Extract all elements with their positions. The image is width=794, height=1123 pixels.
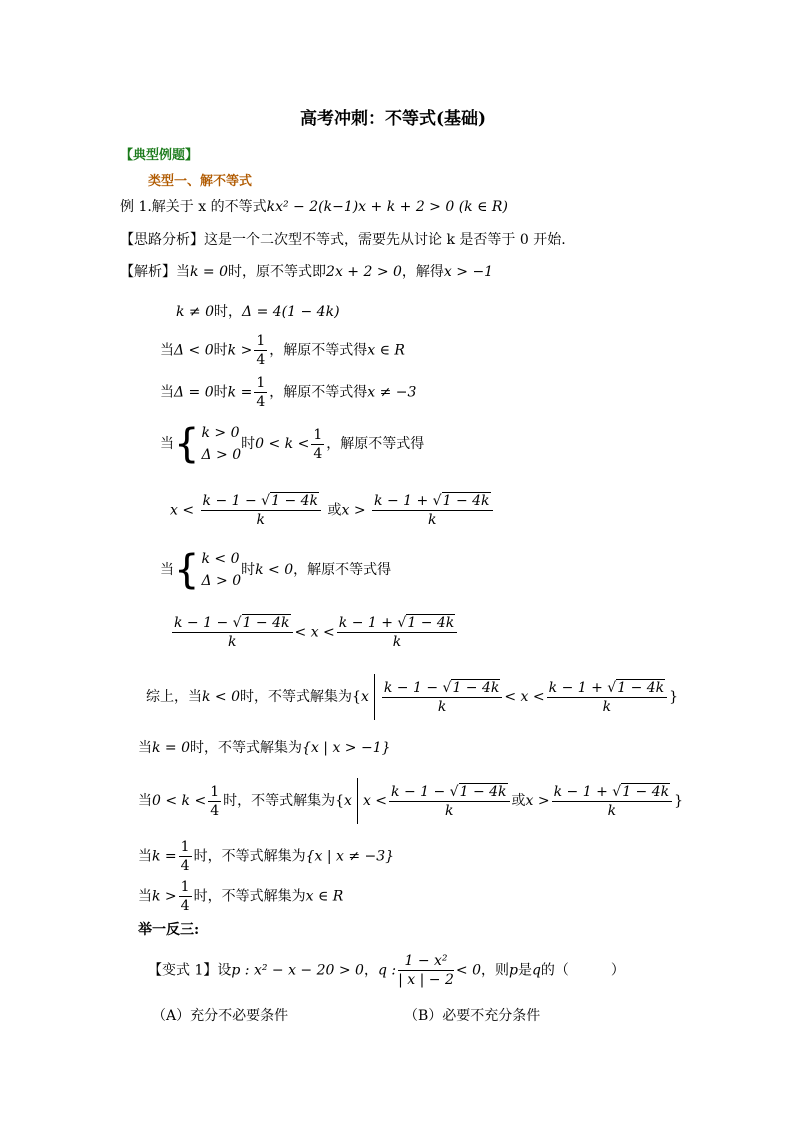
text: { <box>352 689 361 705</box>
numerator: 1 <box>210 783 220 800</box>
text: 时 <box>213 342 228 359</box>
text: 的（ ） <box>540 962 625 979</box>
left-brace-icon: { <box>174 547 200 593</box>
math: x ∈ R <box>367 342 405 359</box>
text: ，解原不等式得 <box>326 436 425 452</box>
text: } <box>669 689 679 705</box>
numerator: 1 <box>180 839 190 855</box>
math: q <box>531 962 541 979</box>
text: 时，原不等式即 <box>228 264 327 280</box>
summary-line-5 <box>138 878 343 915</box>
case-conditions <box>201 422 241 466</box>
math: < x < <box>294 624 335 641</box>
fraction <box>398 952 454 989</box>
set-divider <box>357 778 358 824</box>
solution-line-3 <box>160 332 405 369</box>
text: 是 <box>517 962 532 979</box>
section-heading: 【典型例题】 <box>120 148 199 163</box>
denominator: k <box>256 512 266 528</box>
math: Δ < 0 <box>174 342 214 359</box>
math: < 0 <box>455 962 481 979</box>
math: p : x² − x − 20 > 0 <box>231 962 364 979</box>
numerator-text: k − 1 − <box>383 679 439 696</box>
text: 时，不等式解集为 <box>190 740 303 756</box>
fraction <box>254 332 267 369</box>
radicand: 1 − 4k <box>459 783 507 800</box>
denominator: k <box>228 634 237 650</box>
text: 当 <box>138 740 152 756</box>
numerator: 1 <box>313 426 323 443</box>
text: 时， <box>214 304 243 320</box>
numerator: 1 <box>180 879 190 895</box>
text: { <box>335 793 345 809</box>
text: 时 <box>213 384 228 401</box>
text: 时 <box>241 562 256 578</box>
case-positive-k <box>160 422 424 466</box>
math: < x < <box>504 689 545 705</box>
math: k > <box>227 342 253 359</box>
denominator: 4 <box>256 352 266 368</box>
example-inequality: kx² − 2(k−1)x + k + 2 > 0 (k ∈ R) <box>266 199 508 215</box>
text: ，解原不等式得 <box>293 562 392 578</box>
summary-line-3 <box>138 778 683 824</box>
math: x < <box>362 793 388 809</box>
radicand: 1 − 4k <box>622 783 670 800</box>
denominator: k <box>445 802 454 819</box>
numerator-text: k − 1 − <box>202 493 257 509</box>
numerator: 1 − x² <box>398 952 454 971</box>
denominator: | x | − 2 <box>398 972 454 988</box>
analysis-label: 【思路分析】 <box>120 232 204 248</box>
condition: k < 0 <box>201 551 240 567</box>
text: 当 <box>138 888 152 905</box>
case-conditions <box>201 548 241 592</box>
radicand: 1 − 4k <box>271 493 319 509</box>
fraction: $\frac{k - 1 - √1 - 4k}{k}$ <box>389 783 510 820</box>
denominator: 4 <box>313 445 323 462</box>
condition: k > 0 <box>201 425 240 441</box>
fraction <box>311 426 324 463</box>
math: x > −1 <box>443 264 494 280</box>
numerator-text: k − 1 − <box>174 615 229 631</box>
math: x > <box>525 793 550 809</box>
math: {x | x ≠ −3} <box>305 848 395 865</box>
text: ，则 <box>480 962 509 979</box>
math: 2x + 2 > 0 <box>326 264 402 280</box>
math: x <box>360 689 369 705</box>
numerator-text: k − 1 + <box>338 615 393 631</box>
radicand: 1 − 4k <box>617 679 665 696</box>
condition: Δ > 0 <box>201 447 242 463</box>
math: x <box>344 793 352 809</box>
variant-label: 【变式 1】 <box>148 962 218 979</box>
page-title: 高考冲刺：不等式(基础) <box>300 109 487 129</box>
text: 时，不等式解集为 <box>223 793 336 809</box>
math: Δ = 0 <box>174 384 214 401</box>
numerator: 1 <box>256 333 266 349</box>
math: k ≠ 0 <box>176 304 215 320</box>
math: k = 0 <box>152 740 191 756</box>
math: x ∈ R <box>305 888 344 905</box>
text: } <box>674 793 684 809</box>
text: ，解原不等式得 <box>269 384 368 401</box>
text: ， <box>363 962 378 979</box>
math: 0 < k < <box>152 793 207 809</box>
text: 时，不等式解集为 <box>193 848 306 865</box>
fraction: $\frac{k - 1 - √1 - 4k}{k}$ <box>201 492 322 529</box>
option-b: （B）必要不充分条件 <box>404 1008 541 1024</box>
text: 时 <box>241 436 256 452</box>
math: Δ = 4(1 − 4k) <box>242 304 340 320</box>
fraction: $\frac{k - 1 - √1 - 4k}{k}$ <box>172 614 293 651</box>
fraction: $\frac{k - 1 + √1 - 4k}{k}$ <box>552 783 673 820</box>
denominator: k <box>437 698 447 715</box>
math: {x | x > −1} <box>302 740 391 756</box>
numerator: 1 <box>256 375 266 391</box>
denominator: 4 <box>180 898 190 914</box>
set-divider <box>374 674 375 720</box>
fraction: $\frac{k - 1 + √1 - 4k}{k}$ <box>547 679 668 716</box>
option-a: （A）充分不必要条件 <box>152 1008 289 1024</box>
text: ，解得 <box>401 264 444 280</box>
radicand: 1 − 4k <box>452 679 500 696</box>
fraction: $\frac{k - 1 - √1 - 4k}{k}$ <box>382 679 503 716</box>
text: 综上，当 <box>146 689 202 705</box>
solution-line-2 <box>176 302 340 322</box>
fraction: $\frac{k - 1 + √1 - 4k}{k}$ <box>372 492 493 529</box>
math: k = <box>152 848 177 865</box>
math: q : <box>377 962 397 979</box>
denominator: k <box>428 512 437 528</box>
analysis-text: 这是一个二次型不等式，需要先从讨论 k 是否等于 0 开始. <box>204 232 566 248</box>
radicand: 1 − 4k <box>407 615 455 631</box>
example-1 <box>120 197 508 217</box>
solution-label: 【解析】 <box>120 264 176 280</box>
math: 0 < k < <box>255 436 310 452</box>
text: ，解原不等式得 <box>269 342 368 359</box>
solution-line-1 <box>120 262 493 282</box>
text: 当 <box>176 264 190 280</box>
condition: Δ > 0 <box>201 573 242 589</box>
variant-1 <box>148 952 625 989</box>
math: k > <box>152 888 177 905</box>
fraction <box>254 374 267 411</box>
radicand: 1 − 4k <box>442 493 490 509</box>
math: p <box>508 962 518 979</box>
denominator: k <box>392 634 402 650</box>
denominator: 4 <box>256 394 266 410</box>
summary-line-2 <box>138 738 391 758</box>
case-positive-result <box>170 492 495 529</box>
denominator: k <box>607 802 617 819</box>
analysis-line <box>120 230 566 250</box>
text: 时，不等式解集为 <box>240 689 353 705</box>
text: 当 <box>138 793 152 809</box>
radicand: 1 − 4k <box>242 615 290 631</box>
type-heading: 类型一、解不等式 <box>148 174 253 189</box>
fraction <box>179 878 192 915</box>
numerator-text: k − 1 + <box>553 783 608 800</box>
math: x < <box>170 502 195 519</box>
text: 当 <box>160 384 174 401</box>
math: k = 0 <box>190 264 229 280</box>
numerator-text: k − 1 + <box>374 493 429 509</box>
text: 时，不等式解集为 <box>193 888 306 905</box>
math: x ≠ −3 <box>367 384 417 401</box>
text: 或 <box>327 502 342 519</box>
fraction: $\frac{k - 1 + √1 - 4k}{k}$ <box>337 614 458 651</box>
solution-line-4 <box>160 374 416 411</box>
denominator: k <box>602 698 612 715</box>
denominator: 4 <box>210 802 220 819</box>
denominator: 4 <box>180 858 190 874</box>
math: k = <box>227 384 253 401</box>
practice-heading: 举一反三: <box>138 922 200 938</box>
math: k < 0 <box>255 562 294 578</box>
numerator-text: k − 1 + <box>548 679 603 696</box>
summary-line-1 <box>146 674 678 720</box>
text: 当 <box>160 562 174 578</box>
summary-line-4 <box>138 838 394 875</box>
text: 当 <box>160 342 174 359</box>
numerator-text: k − 1 − <box>391 783 446 800</box>
example-label: 例 1.解关于 x 的不等式 <box>120 199 267 215</box>
fraction <box>179 838 192 875</box>
left-brace-icon: { <box>174 421 200 467</box>
case-negative-result <box>170 614 459 651</box>
text: 或 <box>511 793 526 809</box>
fraction <box>208 783 221 820</box>
text: 当 <box>138 848 152 865</box>
math: k < 0 <box>202 689 241 705</box>
text: 当 <box>160 436 174 452</box>
case-negative-k <box>160 548 391 592</box>
text: 设 <box>217 962 232 979</box>
math: x > <box>341 502 366 519</box>
